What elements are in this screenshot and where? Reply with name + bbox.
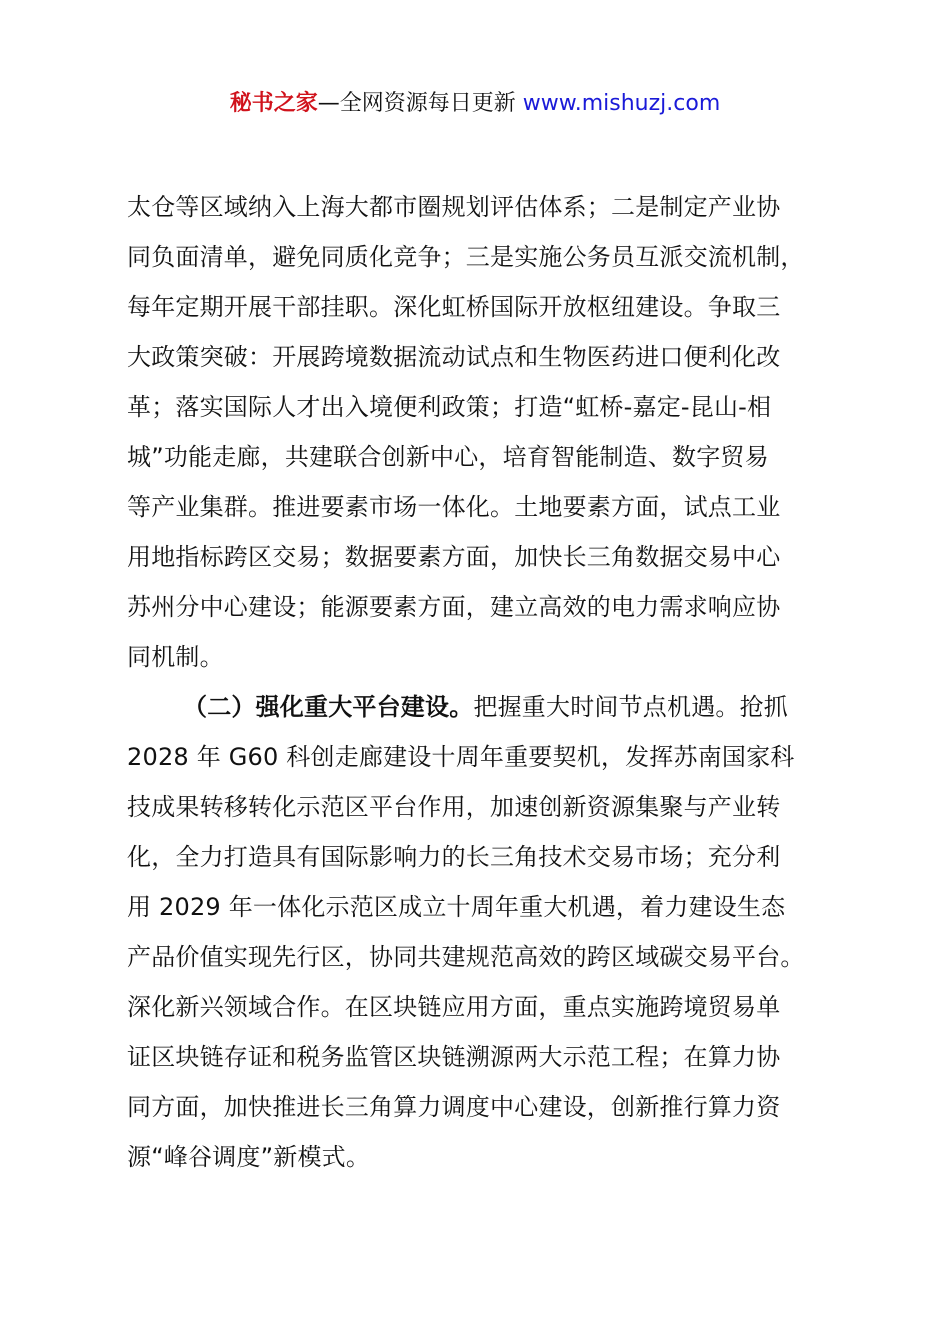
text-line: 每年定期开展干部挂职。深化虹桥国际开放枢纽建设。争取三 [127, 293, 781, 321]
text-line: 同机制。 [127, 643, 224, 671]
text-line: 等产业集群。推进要素市场一体化。土地要素方面，试点工业 [127, 493, 781, 521]
text-line: 大政策突破：开展跨境数据流动试点和生物医药进口便利化改 [127, 343, 781, 371]
text-line: 证区块链存证和税务监管区块链溯源两大示范工程；在算力协 [127, 1043, 781, 1071]
text-line: 苏州分中心建设；能源要素方面，建立高效的电力需求响应协 [127, 593, 781, 621]
text-line: 源“峰谷调度”新模式。 [127, 1143, 371, 1171]
site-url-link[interactable]: www.mishuzj.com [522, 91, 721, 116]
paragraph-1 [127, 182, 835, 682]
text-line: 技成果转移转化示范区平台作用，加速创新资源集聚与产业转 [127, 793, 781, 821]
text-line: 2028 年 G60 科创走廊建设十周年重要契机，发挥苏南国家科 [127, 743, 795, 771]
paragraph-2 [127, 682, 835, 1182]
text-line: 化，全力打造具有国际影响力的长三角技术交易市场；充分利 [127, 843, 781, 871]
document-body [127, 182, 835, 1182]
section-heading: （二）强化重大平台建设。 [183, 693, 474, 721]
text-line: 同方面，加快推进长三角算力调度中心建设，创新推行算力资 [127, 1093, 781, 1121]
section-heading-line [127, 682, 835, 732]
brand-name: 秘书之家 [229, 91, 318, 116]
text-line: 同负面清单，避免同质化竞争；三是实施公务员互派交流机制， [127, 243, 805, 271]
banner-tagline: —全网资源每日更新 [317, 91, 516, 116]
site-banner [0, 86, 950, 122]
text-line: 产品价值实现先行区，协同共建规范高效的跨区域碳交易平台。 [127, 943, 805, 971]
text-line: 深化新兴领域合作。在区块链应用方面，重点实施跨境贸易单 [127, 993, 781, 1021]
text-line: 革；落实国际人才出入境便利政策；打造“虹桥-嘉定-昆山-相 [127, 393, 772, 421]
text-line: 用地指标跨区交易；数据要素方面，加快长三角数据交易中心 [127, 543, 781, 571]
text-line: 用 2029 年一体化示范区成立十周年重大机遇，着力建设生态 [127, 893, 786, 921]
text-fragment: 把握重大时间节点机遇。抢抓 [473, 693, 789, 721]
text-line: 太仓等区域纳入上海大都市圈规划评估体系；二是制定产业协 [127, 193, 781, 221]
text-line: 城”功能走廊，共建联合创新中心，培育智能制造、数字贸易 [127, 443, 769, 471]
